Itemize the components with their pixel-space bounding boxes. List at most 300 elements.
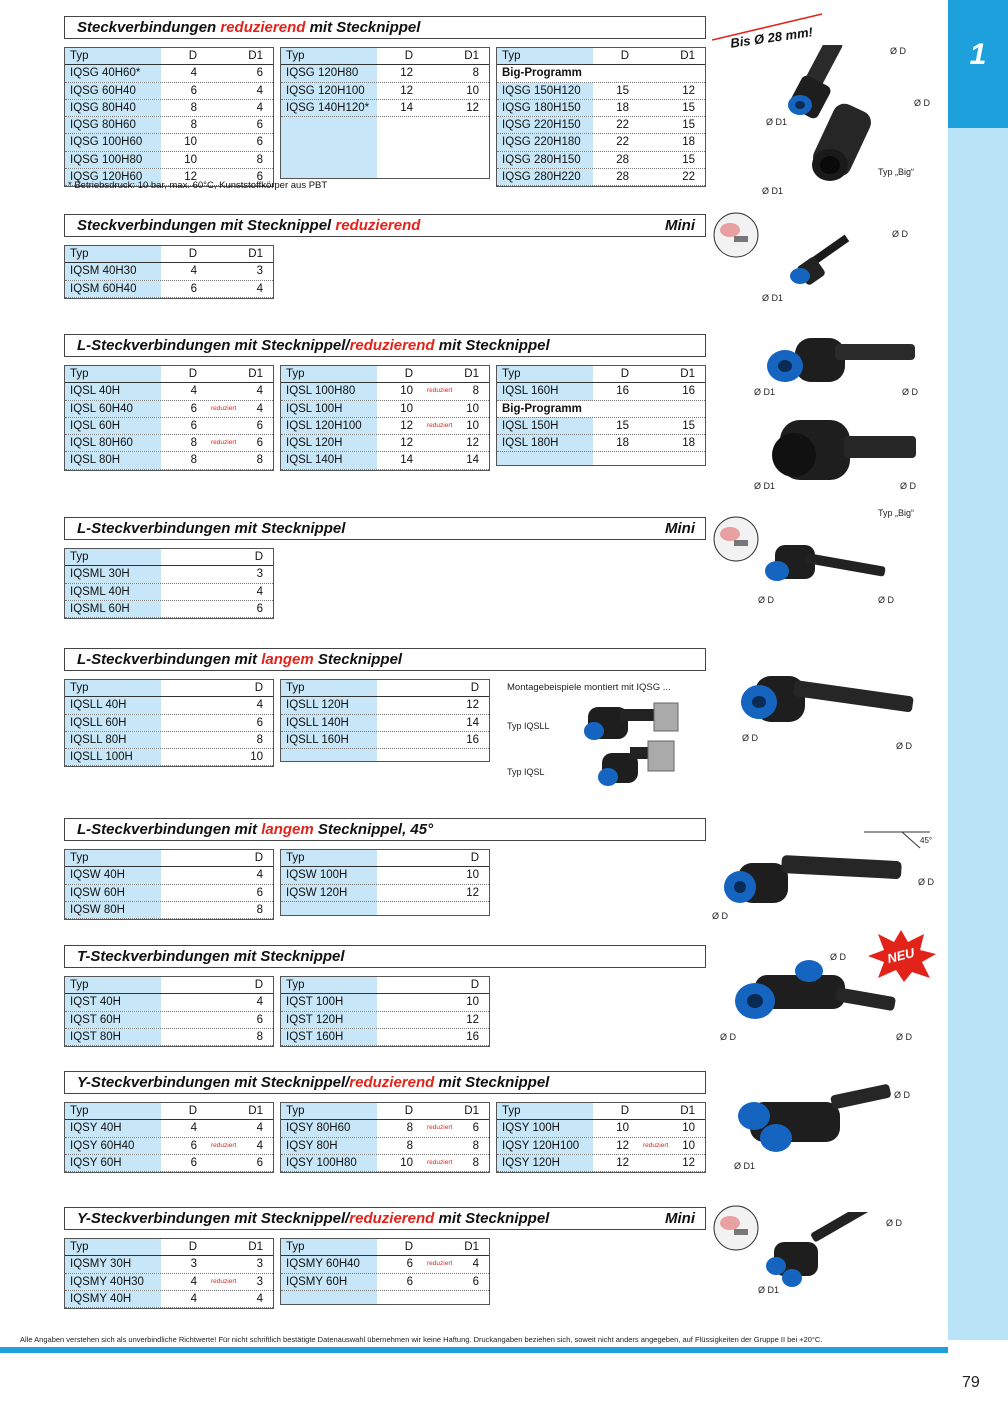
cell-d: 18 xyxy=(616,101,629,114)
header-d1: D1 xyxy=(680,368,695,380)
table-header xyxy=(65,977,273,994)
cell-d1: 6 xyxy=(256,419,263,432)
cell-typ: IQSML 40H xyxy=(65,584,161,600)
cell-typ: IQSW 60H xyxy=(65,885,161,901)
cell-d1: 8 xyxy=(256,153,263,166)
dim-label-od: Ø D xyxy=(890,46,907,56)
cell-d1: 4 xyxy=(256,84,263,97)
chapter-number: 1 xyxy=(969,38,987,71)
table-row xyxy=(281,418,489,435)
cell-typ: IQSY 80H xyxy=(281,1138,377,1154)
header-d: D xyxy=(404,368,413,380)
cell-d1: 8 xyxy=(472,1139,479,1152)
type-big-label: Typ „Big“ xyxy=(878,167,915,177)
table-row xyxy=(65,1138,273,1155)
cell-d: 6 xyxy=(256,716,263,729)
cell-d1: 10 xyxy=(466,84,479,97)
cell-typ: IQSG 280H150 xyxy=(497,152,593,168)
cell-typ: IQSL 40H xyxy=(65,383,161,399)
table-header xyxy=(281,1239,489,1256)
header-d1: D1 xyxy=(464,368,479,380)
cell-d: 6 xyxy=(256,886,263,899)
table-row xyxy=(65,994,273,1011)
cell-typ: IQSG 100H80 xyxy=(65,152,161,168)
dim-label-od: Ø D xyxy=(742,733,759,743)
cell-d1: 15 xyxy=(682,119,695,132)
table-row xyxy=(281,885,489,902)
cell-typ: IQSW 100H xyxy=(281,867,377,883)
table-row xyxy=(497,134,705,151)
table-iqsml xyxy=(64,548,274,619)
cell-d: 3 xyxy=(190,1258,197,1271)
cell-typ: IQSL 180H xyxy=(497,435,593,451)
footnote-iqsg: * Betriebsdruck: 10 bar, max. 60°C, Kunststoffkörper aus PBT xyxy=(68,180,328,191)
table-iqsmy-1 xyxy=(64,1238,274,1309)
reduced-note: reduziert xyxy=(211,404,237,412)
cell-d1: 3 xyxy=(256,265,263,278)
cell-d: 10 xyxy=(466,869,479,882)
cell-typ: IQSG 180H150 xyxy=(497,100,593,116)
cell-d: 12 xyxy=(616,1139,629,1152)
cell-d: 6 xyxy=(256,1013,263,1026)
reduced-note: reduziert xyxy=(643,1141,669,1149)
cell-typ: IQSL 60H40 xyxy=(65,401,161,417)
reduced-note: reduziert xyxy=(427,1260,453,1268)
cell-d: 8 xyxy=(406,1122,413,1135)
cell-d: 6 xyxy=(190,419,197,432)
cell-d1: 15 xyxy=(682,419,695,432)
type-iqsll-label: Typ IQSLL xyxy=(507,721,550,731)
dim-label-od: Ø D xyxy=(896,1032,913,1042)
cell-d1: 4 xyxy=(256,1292,263,1305)
table-row xyxy=(497,152,705,169)
table-row xyxy=(281,1012,489,1029)
cell-typ: IQSY 60H40 xyxy=(65,1138,161,1154)
cell-d1: 3 xyxy=(256,1258,263,1271)
cell-typ: IQSG 80H60 xyxy=(65,117,161,133)
cell-typ: IQSL 120H100 xyxy=(281,418,377,434)
cell-d: 6 xyxy=(406,1258,413,1271)
table-iqsy-3 xyxy=(496,1102,706,1173)
table-row xyxy=(281,100,489,117)
cell-d: 4 xyxy=(190,385,197,398)
fitting-image-iqsmy xyxy=(760,1212,890,1292)
header-d: D xyxy=(404,1241,413,1253)
cell-d: 12 xyxy=(400,437,413,450)
dim-label-od: Ø D xyxy=(712,911,729,921)
table-header xyxy=(65,1239,273,1256)
angle-label: 45° xyxy=(920,836,933,845)
dim-label-od: Ø D xyxy=(830,952,847,962)
header-typ: Typ xyxy=(281,680,377,696)
cell-typ: IQSML 30H xyxy=(65,566,161,582)
cell-typ: IQSW 40H xyxy=(65,867,161,883)
cell-typ: IQSML 60H xyxy=(65,601,161,617)
cell-d: 10 xyxy=(184,153,197,166)
table-row xyxy=(65,1029,273,1046)
table-row xyxy=(497,1120,705,1137)
cell-typ: IQSLL 160H xyxy=(281,732,377,748)
cell-d: 14 xyxy=(400,454,413,467)
cell-d1: reduziert 10 xyxy=(427,419,479,432)
cell-typ: IQSY 60H xyxy=(65,1155,161,1171)
cell-typ: IQSG 280H220 xyxy=(497,169,593,185)
cell-typ: IQST 40H xyxy=(65,994,161,1010)
cell-d: 8 xyxy=(190,119,197,132)
table-row xyxy=(65,1155,273,1172)
cell-d1: 12 xyxy=(682,84,695,97)
cell-typ: IQSM 40H30 xyxy=(65,263,161,279)
cell-d1: 16 xyxy=(682,385,695,398)
header-typ: Typ xyxy=(65,1239,161,1255)
cell-typ: IQSLL 120H xyxy=(281,697,377,713)
table-row xyxy=(497,169,705,186)
cell-d1: 6 xyxy=(256,119,263,132)
cell-d1: 12 xyxy=(466,101,479,114)
dim-label-od: Ø D xyxy=(892,229,909,239)
table-header xyxy=(65,549,273,566)
cell-typ: IQSLL 100H xyxy=(65,749,161,765)
table-row xyxy=(65,83,273,100)
table-header xyxy=(281,850,489,867)
table-iqst-1 xyxy=(64,976,274,1047)
table-row xyxy=(497,383,705,400)
cell-d: 4 xyxy=(256,585,263,598)
cell-d: 6 xyxy=(190,402,197,415)
header-d: D xyxy=(188,50,197,62)
cell-d: 10 xyxy=(616,1122,629,1135)
table-header xyxy=(497,366,705,383)
cell-d: 12 xyxy=(616,1156,629,1169)
table-iqsy-2 xyxy=(280,1102,490,1173)
cell-d: 8 xyxy=(256,733,263,746)
table-row xyxy=(497,435,705,452)
table-iqsw-1 xyxy=(64,849,274,920)
cell-d1: 18 xyxy=(682,136,695,149)
header-typ: Typ xyxy=(497,366,593,382)
section-title-iqsll: L-Steckverbindungen mit langem Stecknippel xyxy=(64,648,706,671)
table-header xyxy=(281,977,489,994)
header-d: D xyxy=(188,248,197,260)
section-title-iqsw: L-Steckverbindungen mit langem Stecknippel, 45° xyxy=(64,818,706,841)
new-badge-text: NEU xyxy=(885,944,917,967)
header-d: D xyxy=(470,682,479,694)
dim-label-od: Ø D xyxy=(720,1032,737,1042)
table-row xyxy=(281,435,489,452)
cell-d1: 12 xyxy=(466,437,479,450)
table-row xyxy=(281,1256,489,1273)
cell-d: 15 xyxy=(616,84,629,97)
cell-d1: 8 xyxy=(472,67,479,80)
table-row xyxy=(497,100,705,117)
fitting-image-iqsl xyxy=(755,320,925,400)
cell-d: 4 xyxy=(256,869,263,882)
cell-d: 12 xyxy=(400,67,413,80)
cell-d1: 8 xyxy=(256,454,263,467)
cell-d1: reduziert 6 xyxy=(427,1122,479,1135)
cell-d1: 10 xyxy=(466,402,479,415)
cell-typ: IQST 100H xyxy=(281,994,377,1010)
reduced-note: reduziert xyxy=(211,1277,237,1285)
mini-finger-icon xyxy=(708,210,768,260)
cell-d: 6 xyxy=(406,1275,413,1288)
dim-label-od1: Ø D1 xyxy=(758,1285,780,1295)
cell-typ: IQSMY 60H xyxy=(281,1274,377,1290)
table-header xyxy=(281,366,489,383)
table-row xyxy=(497,418,705,435)
dim-label-od1: Ø D1 xyxy=(734,1161,756,1171)
cell-d1: 6 xyxy=(256,136,263,149)
table-iqsl-2 xyxy=(280,365,490,471)
table-row xyxy=(65,566,273,583)
cell-d: 4 xyxy=(190,1122,197,1135)
section-title-iqsml: L-Steckverbindungen mit Stecknippel Mini xyxy=(64,517,706,540)
header-typ: Typ xyxy=(65,246,161,262)
table-iqsl-1 xyxy=(64,365,274,471)
table-row xyxy=(65,885,273,902)
table-row xyxy=(65,152,273,169)
cell-d1: 12 xyxy=(682,1156,695,1169)
table-header xyxy=(65,246,273,263)
table-row xyxy=(497,1138,705,1155)
table-row xyxy=(281,383,489,400)
header-typ: Typ xyxy=(281,1239,377,1255)
cell-d: 6 xyxy=(256,602,263,615)
dim-label-od: Ø D xyxy=(918,877,935,887)
table-row xyxy=(65,902,273,919)
big-program-label: Big-Programm xyxy=(497,401,705,417)
table-row xyxy=(65,418,273,435)
header-d1: D1 xyxy=(680,50,695,62)
cell-d: 4 xyxy=(190,1275,197,1288)
header-typ: Typ xyxy=(65,549,161,565)
table-row xyxy=(65,435,273,452)
cell-d: 12 xyxy=(400,84,413,97)
cell-d1: reduziert 3 xyxy=(211,1275,263,1288)
cell-d: 12 xyxy=(466,1013,479,1026)
cell-d: 12 xyxy=(184,171,197,184)
table-header xyxy=(65,680,273,697)
cell-typ: IQSG 120H80 xyxy=(281,65,377,81)
cell-typ: IQSG 220H180 xyxy=(497,134,593,150)
header-typ: Typ xyxy=(281,850,377,866)
fitting-image-iqsw xyxy=(718,845,918,915)
cell-d: 10 xyxy=(400,385,413,398)
cell-d: 10 xyxy=(400,1156,413,1169)
header-typ: Typ xyxy=(281,366,377,382)
cell-d: 4 xyxy=(190,265,197,278)
cell-typ: IQSLL 140H xyxy=(281,715,377,731)
table-header xyxy=(497,1103,705,1120)
table-iqsm xyxy=(64,245,274,299)
cell-d1: 6 xyxy=(256,67,263,80)
cell-typ: IQSMY 40H30 xyxy=(65,1274,161,1290)
section-title-iqsy: Y-Steckverbindungen mit Stecknippel/reduzierend mit Stecknippel xyxy=(64,1071,706,1094)
table-row xyxy=(281,697,489,714)
cell-typ: IQSG 140H120* xyxy=(281,100,377,116)
cell-d: 8 xyxy=(190,437,197,450)
table-iqsw-2 xyxy=(280,849,490,916)
table-header xyxy=(281,48,489,65)
cell-typ: IQST 80H xyxy=(65,1029,161,1045)
table-header xyxy=(281,680,489,697)
cell-d: 12 xyxy=(466,699,479,712)
header-d: D xyxy=(404,50,413,62)
table-row xyxy=(65,263,273,280)
cell-d1: 15 xyxy=(682,101,695,114)
cell-d: 14 xyxy=(400,101,413,114)
table-row xyxy=(281,715,489,732)
cell-typ: IQSL 80H xyxy=(65,452,161,468)
cell-typ: IQST 60H xyxy=(65,1012,161,1028)
cell-d: 16 xyxy=(616,385,629,398)
cell-d: 12 xyxy=(466,886,479,899)
header-d: D xyxy=(188,1241,197,1253)
cell-typ: IQSL 80H60 xyxy=(65,435,161,451)
header-typ: Typ xyxy=(281,977,377,993)
cell-d1: 22 xyxy=(682,171,695,184)
dim-label-od1: Ø D1 xyxy=(762,293,784,303)
dim-label-od: Ø D xyxy=(902,387,919,397)
cell-typ: IQSY 120H xyxy=(497,1155,593,1171)
fitting-image-iqst xyxy=(725,955,905,1035)
size-badge: Bis Ø 28 mm! xyxy=(729,24,814,51)
table-iqsll-1 xyxy=(64,679,274,767)
fitting-image-iqsl-big xyxy=(760,410,930,490)
header-d: D xyxy=(470,979,479,991)
cell-d: 28 xyxy=(616,153,629,166)
table-iqst-2 xyxy=(280,976,490,1047)
mini-finger-icon xyxy=(708,1203,768,1253)
cell-typ: IQSMY 40H xyxy=(65,1291,161,1307)
cell-d: 8 xyxy=(256,1030,263,1043)
cell-d1: reduziert 4 xyxy=(211,402,263,415)
table-iqsg-2 xyxy=(280,47,490,179)
fitting-image-iqsm xyxy=(780,218,900,298)
cell-d: 6 xyxy=(190,1156,197,1169)
cell-d: 10 xyxy=(400,402,413,415)
table-row xyxy=(65,601,273,618)
cell-d: 10 xyxy=(250,751,263,764)
header-typ: Typ xyxy=(65,680,161,696)
cell-d1: 14 xyxy=(466,454,479,467)
cell-d: 14 xyxy=(466,716,479,729)
header-typ: Typ xyxy=(497,1103,593,1119)
cell-typ: IQSL 150H xyxy=(497,418,593,434)
cell-typ: IQSY 100H xyxy=(497,1120,593,1136)
cell-typ: IQSL 140H xyxy=(281,452,377,468)
montage-caption: Montagebeispiele montiert mit IQSG ... xyxy=(507,682,671,693)
cell-d1: 6 xyxy=(256,1156,263,1169)
header-d: D xyxy=(620,368,629,380)
table-iqsy-1 xyxy=(64,1102,274,1173)
table-row xyxy=(65,134,273,151)
header-typ: Typ xyxy=(281,48,377,64)
big-program-label: Big-Programm xyxy=(497,65,705,81)
header-d: D xyxy=(620,50,629,62)
cell-typ: IQST 160H xyxy=(281,1029,377,1045)
cell-d: 15 xyxy=(616,419,629,432)
reduced-note: reduziert xyxy=(427,421,453,429)
cell-d: 8 xyxy=(190,101,197,114)
cell-d1: 4 xyxy=(256,101,263,114)
header-d1: D1 xyxy=(248,1105,263,1117)
table-iqsg-3 xyxy=(496,47,706,187)
cell-d1: 4 xyxy=(256,385,263,398)
section-title-iqsmy: Y-Steckverbindungen mit Stecknippel/reduzierend mit Stecknippel Mini xyxy=(64,1207,706,1230)
cell-d: 6 xyxy=(190,1139,197,1152)
cell-d: 6 xyxy=(190,84,197,97)
dim-label-od: Ø D xyxy=(900,481,917,491)
header-d: D xyxy=(188,368,197,380)
cell-typ: IQSM 60H40 xyxy=(65,281,161,297)
table-subheader xyxy=(497,401,705,418)
reduced-note: reduziert xyxy=(211,1141,237,1149)
cell-typ: IQSG 220H150 xyxy=(497,117,593,133)
table-row xyxy=(65,1291,273,1308)
bottom-rule xyxy=(0,1347,948,1353)
table-row xyxy=(497,83,705,100)
header-d1: D1 xyxy=(464,1241,479,1253)
header-d: D xyxy=(254,979,263,991)
type-big-label: Typ „Big“ xyxy=(878,508,915,518)
reduced-note: reduziert xyxy=(427,387,453,395)
header-d1: D1 xyxy=(248,248,263,260)
cell-typ: IQSW 120H xyxy=(281,885,377,901)
cell-typ: IQSG 150H120 xyxy=(497,83,593,99)
cell-d: 6 xyxy=(190,282,197,295)
cell-d: 10 xyxy=(466,996,479,1009)
table-subheader xyxy=(497,65,705,82)
cell-typ: IQSL 100H xyxy=(281,401,377,417)
header-d: D xyxy=(254,682,263,694)
dim-label-od: Ø D xyxy=(896,741,913,751)
cell-typ: IQSG 120H100 xyxy=(281,83,377,99)
type-iqsl-label: Typ IQSL xyxy=(507,767,545,777)
cell-d1: reduziert 10 xyxy=(643,1139,695,1152)
cell-d1: reduziert 8 xyxy=(427,385,479,398)
table-row xyxy=(65,100,273,117)
cell-typ: IQSG 120H60 xyxy=(65,169,161,185)
table-row xyxy=(281,83,489,100)
cell-typ: IQSY 100H80 xyxy=(281,1155,377,1171)
table-iqsll-2 xyxy=(280,679,490,762)
table-row xyxy=(65,749,273,766)
cell-typ: IQSLL 40H xyxy=(65,697,161,713)
header-d1: D1 xyxy=(680,1105,695,1117)
cell-d: 8 xyxy=(256,903,263,916)
header-typ: Typ xyxy=(281,1103,377,1119)
table-row xyxy=(65,401,273,418)
dim-label-od1: Ø D1 xyxy=(754,481,776,491)
cell-d: 4 xyxy=(256,699,263,712)
cell-d: 16 xyxy=(466,1030,479,1043)
table-iqsl-3 xyxy=(496,365,706,466)
cell-typ: IQSG 60H40 xyxy=(65,83,161,99)
cell-d1: 18 xyxy=(682,437,695,450)
cell-d1: 4 xyxy=(256,1122,263,1135)
dim-label-od: Ø D xyxy=(894,1090,911,1100)
cell-typ: IQSL 120H xyxy=(281,435,377,451)
table-row xyxy=(281,1274,489,1291)
header-typ: Typ xyxy=(65,366,161,382)
montage-image xyxy=(570,695,710,805)
header-d: D xyxy=(470,852,479,864)
header-d1: D1 xyxy=(248,50,263,62)
table-row xyxy=(281,994,489,1011)
cell-typ: IQSG 40H60* xyxy=(65,65,161,81)
table-row xyxy=(65,1120,273,1137)
